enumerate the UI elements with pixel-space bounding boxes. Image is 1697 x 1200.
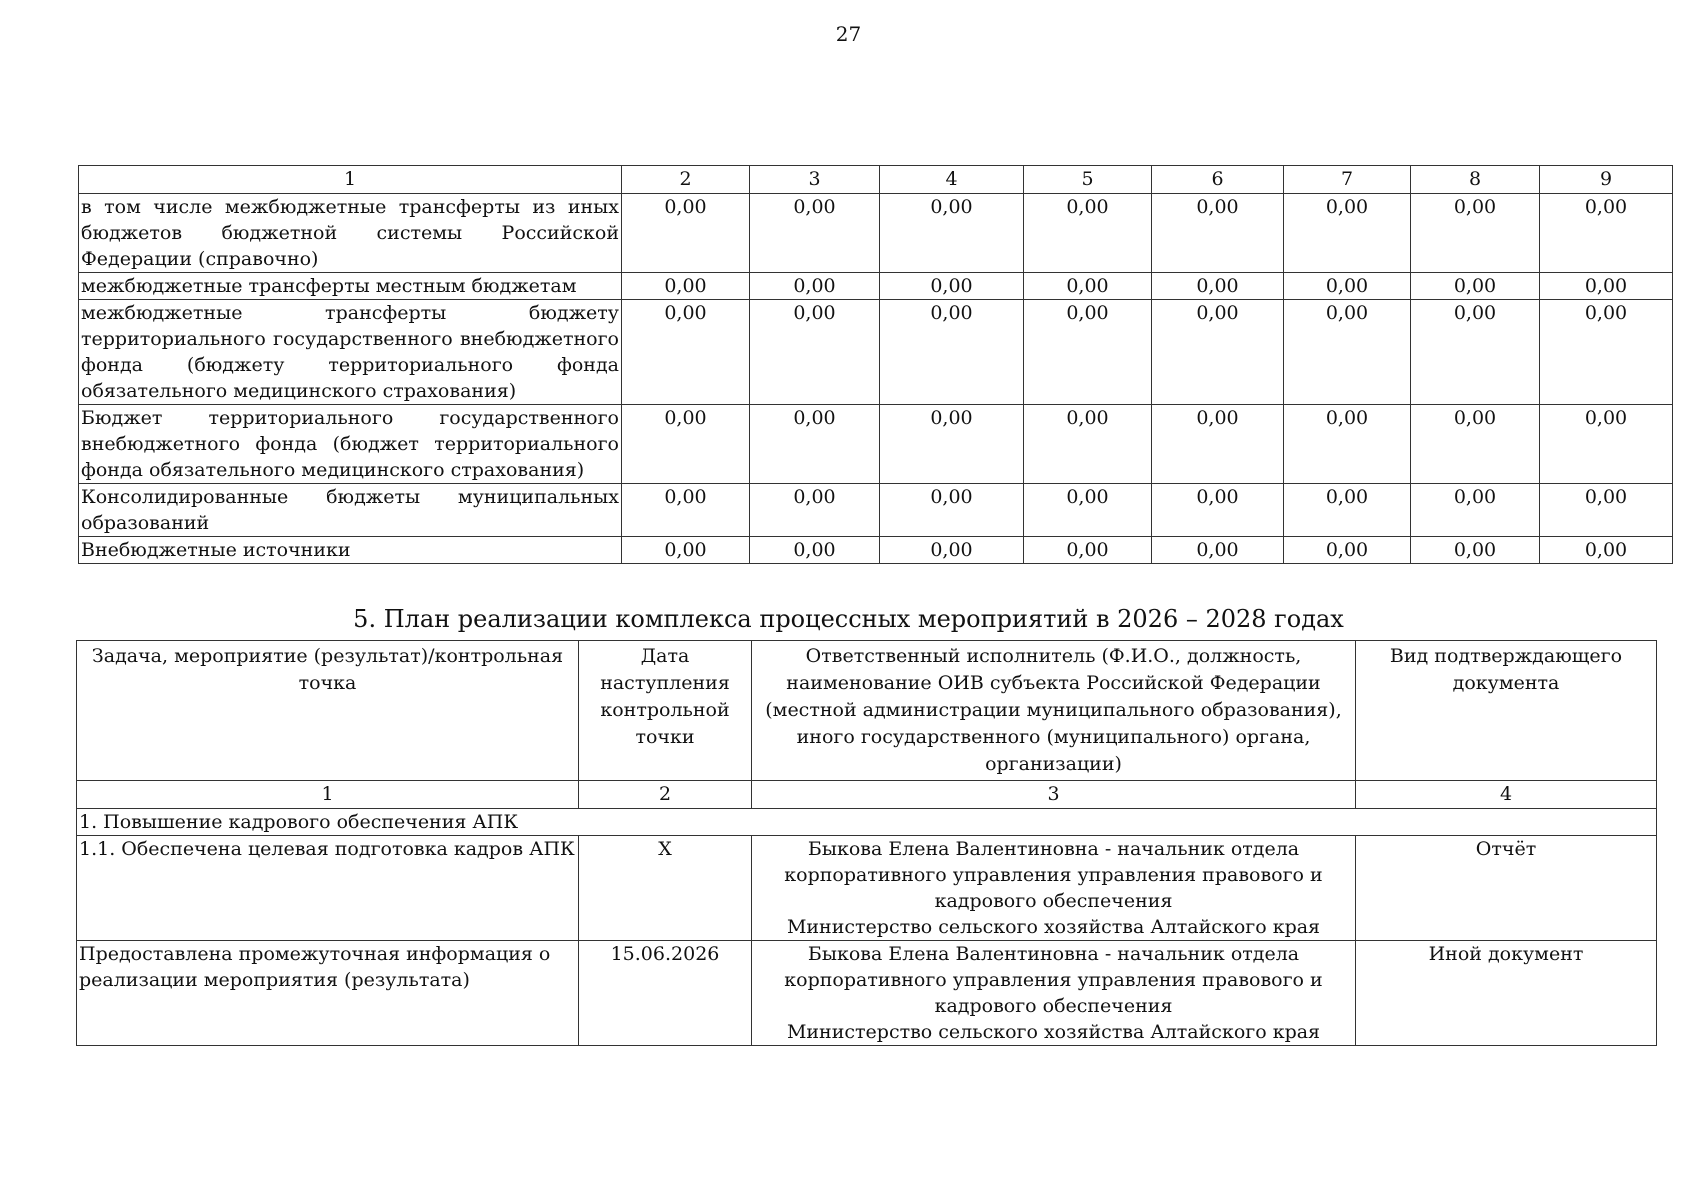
cell-value: 0,00 [1284, 273, 1411, 300]
table-row [79, 273, 1673, 300]
column-number: 1 [79, 166, 622, 194]
cell-value: 0,00 [1284, 484, 1411, 537]
column-number: 7 [1284, 166, 1411, 194]
column-number: 3 [750, 166, 880, 194]
column-number: 9 [1540, 166, 1673, 194]
cell-value: 0,00 [1024, 273, 1152, 300]
cell-value: 0,00 [1411, 194, 1540, 273]
cell-value: 0,00 [1024, 300, 1152, 405]
checkpoint-date: X [579, 836, 752, 941]
cell-value: 0,00 [750, 405, 880, 484]
cell-value: 0,00 [1411, 300, 1540, 405]
cell-value: 0,00 [750, 484, 880, 537]
table-row [77, 836, 1657, 941]
cell-value: 0,00 [1540, 273, 1673, 300]
cell-value: 0,00 [1024, 405, 1152, 484]
cell-value: 0,00 [1152, 537, 1284, 564]
column-number: 1 [77, 781, 579, 809]
page-number: 27 [835, 22, 862, 46]
cell-value: 0,00 [1024, 484, 1152, 537]
column-number: 5 [1024, 166, 1152, 194]
table-row [79, 194, 1673, 273]
responsible-org: Министерство сельского хозяйства Алтайского края [786, 916, 1321, 938]
cell-value: 0,00 [750, 273, 880, 300]
cell-value: 0,00 [622, 300, 750, 405]
row-label: Внебюджетные источники [79, 537, 622, 564]
cell-value: 0,00 [1411, 537, 1540, 564]
cell-value: 0,00 [1152, 194, 1284, 273]
column-number: 4 [880, 166, 1024, 194]
document-type: Отчёт [1356, 836, 1657, 941]
cell-value: 0,00 [1152, 405, 1284, 484]
cell-value: 0,00 [880, 300, 1024, 405]
cell-value: 0,00 [1540, 194, 1673, 273]
responsible-cell [752, 941, 1356, 1046]
cell-value: 0,00 [750, 194, 880, 273]
column-header: Задача, мероприятие (результат)/контрольная точка [77, 641, 579, 781]
column-header: Ответственный исполнитель (Ф.И.О., должность, наименование ОИВ субъекта Российской Федерации (местной администрации муниципального образования), иного государственного (муниципального) органа, организации) [752, 641, 1356, 781]
cell-value: 0,00 [1024, 194, 1152, 273]
responsible-cell [752, 836, 1356, 941]
cell-value: 0,00 [1152, 484, 1284, 537]
row-label: в том числе межбюджетные трансферты из иных бюджетов бюджетной системы Российской Федерации (справочно) [79, 194, 622, 273]
column-number: 8 [1411, 166, 1540, 194]
cell-value: 0,00 [880, 194, 1024, 273]
cell-value: 0,00 [1411, 405, 1540, 484]
column-numbers-row [77, 781, 1657, 809]
cell-value: 0,00 [1411, 273, 1540, 300]
cell-value: 0,00 [1540, 537, 1673, 564]
cell-value: 0,00 [880, 537, 1024, 564]
table-row [79, 484, 1673, 537]
column-number: 2 [579, 781, 752, 809]
measure-name: 1.1. Обеспечена целевая подготовка кадров АПК [77, 836, 579, 941]
section-title: 5. План реализации комплекса процессных мероприятий в 2026 – 2028 годах [353, 605, 1344, 633]
table-row [79, 300, 1673, 405]
row-label: межбюджетные трансферты бюджету территориального государственного внебюджетного фонда (бюджету территориального фонда обязательного медицинского страхования) [79, 300, 622, 405]
cell-value: 0,00 [1024, 537, 1152, 564]
cell-value: 0,00 [622, 273, 750, 300]
responsible-person: Быкова Елена Валентиновна - начальник отдела корпоративного управления управления правового и кадрового обеспечения [784, 838, 1323, 912]
column-number: 3 [752, 781, 1356, 809]
column-header: Вид подтверждающего документа [1356, 641, 1657, 781]
column-number: 2 [622, 166, 750, 194]
cell-value: 0,00 [622, 405, 750, 484]
cell-value: 0,00 [750, 300, 880, 405]
cell-value: 0,00 [750, 537, 880, 564]
table-row [77, 941, 1657, 1046]
task-row [77, 809, 1657, 836]
cell-value: 0,00 [1284, 537, 1411, 564]
responsible-org: Министерство сельского хозяйства Алтайского края [786, 1021, 1321, 1043]
cell-value: 0,00 [1152, 273, 1284, 300]
row-label: Консолидированные бюджеты муниципальных образований [79, 484, 622, 537]
column-number: 6 [1152, 166, 1284, 194]
task-title: 1. Повышение кадрового обеспечения АПК [77, 809, 1657, 836]
finance-header-row [79, 166, 1673, 194]
cell-value: 0,00 [1284, 194, 1411, 273]
cell-value: 0,00 [1284, 300, 1411, 405]
cell-value: 0,00 [880, 405, 1024, 484]
table-row [79, 537, 1673, 564]
cell-value: 0,00 [1540, 484, 1673, 537]
finance-table [78, 165, 1673, 564]
column-number: 4 [1356, 781, 1657, 809]
cell-value: 0,00 [1284, 405, 1411, 484]
row-label: Бюджет территориального государственного внебюджетного фонда (бюджет территориального фонда обязательного медицинского страхования) [79, 405, 622, 484]
checkpoint-date: 15.06.2026 [579, 941, 752, 1046]
measure-name: Предоставлена промежуточная информация о реализации мероприятия (результата) [77, 941, 579, 1046]
row-label: межбюджетные трансферты местным бюджетам [79, 273, 622, 300]
cell-value: 0,00 [880, 484, 1024, 537]
plan-header-row [77, 641, 1657, 781]
document-type: Иной документ [1356, 941, 1657, 1046]
table-row [79, 405, 1673, 484]
cell-value: 0,00 [880, 273, 1024, 300]
column-header: Дата наступления контрольной точки [579, 641, 752, 781]
responsible-person: Быкова Елена Валентиновна - начальник отдела корпоративного управления управления правового и кадрового обеспечения [784, 943, 1323, 1017]
cell-value: 0,00 [622, 537, 750, 564]
cell-value: 0,00 [622, 484, 750, 537]
cell-value: 0,00 [1152, 300, 1284, 405]
cell-value: 0,00 [1540, 300, 1673, 405]
cell-value: 0,00 [622, 194, 750, 273]
plan-table [76, 640, 1657, 1046]
cell-value: 0,00 [1540, 405, 1673, 484]
cell-value: 0,00 [1411, 484, 1540, 537]
